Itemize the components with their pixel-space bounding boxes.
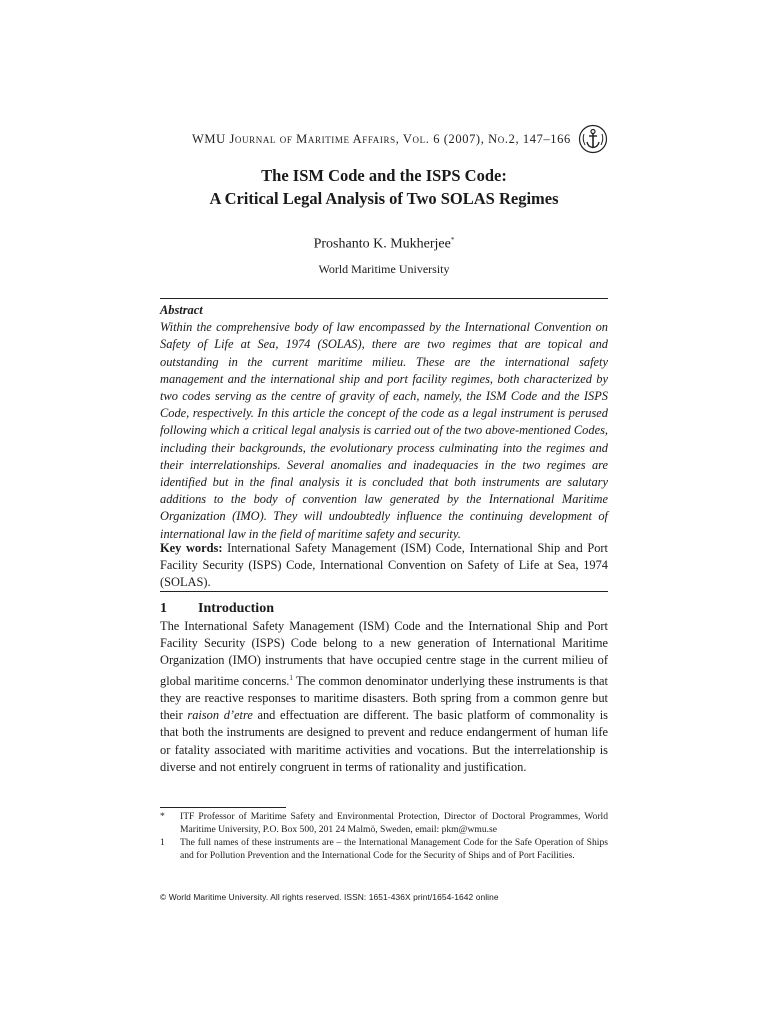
- footnote-ref-1[interactable]: 1: [289, 673, 293, 682]
- intro-text-2: The common denominator underlying these instruments is that they are reactive responses to maritime disasters. Both spring from a common genre but their: [160, 673, 608, 723]
- footnotes: [160, 810, 608, 862]
- footnote: [160, 810, 608, 836]
- title-line-2: A Critical Legal Analysis of Two SOLAS Regimes: [209, 189, 559, 208]
- running-head: WMU Journal of Maritime Affairs, Vol. 6 (2007), No.2, 147–166: [192, 132, 571, 146]
- keywords: [160, 540, 608, 592]
- wmu-anchor-seal-icon: [578, 124, 608, 154]
- abstract: [160, 302, 608, 543]
- author-name: [160, 236, 608, 253]
- intro-text-1: The International Safety Management (ISM) Code and the International Ship and Port Facility Security (ISPS) Code belong to a new generation of International Maritime Organization (IMO) instruments that have occupied centre stage in the current milieu of global maritime concerns.: [160, 619, 608, 688]
- copyright-notice: © World Maritime University. All rights reserved. ISSN: 1651-436X print/1654-1642 online: [160, 892, 499, 902]
- footnote-separator: [160, 807, 286, 808]
- abstract-heading: Abstract: [160, 303, 203, 317]
- author-affiliation: World Maritime University: [318, 262, 450, 276]
- intro-text-3: and effectuation are different. The basic platform of commonality is that both the instruments are designed to prevent and reduce endangerment of human life or fatality associated with maritime activities and vocations. But the interrelationship is diverse and not entirely congruent in terms of rationality and justification.: [160, 708, 608, 774]
- article-title: [160, 164, 608, 210]
- abstract-text: Within the comprehensive body of law encompassed by the International Convention on Safety of Life at Sea, 1974 (SOLAS), there are two regimes that are topical and outstanding in the current maritime milieu. These are the international safety management and the international ship and port facility regimes, both characterized by two codes serving as the centre of gravity of each, namely, the ISM Code and the ISPS Code, respectively. In this article the concept of the code as a legal instrument is perused following which a critical legal analysis is carried out of the two above-mentioned Codes, including their backgrounds, the evolutionary process culminating into the regimes and their interrelationships. Several anomalies and inadequacies in the two regimes are identified but in the final analysis it is concluded that both instruments are salutary additions to the body of convention law generated by the International Maritime Organization (IMO). They will undoubtedly influence the continuing development of international law in the field of maritime safety and security.: [160, 320, 608, 541]
- author-footnote-mark[interactable]: *: [450, 236, 455, 244]
- footnote-text: ITF Professor of Maritime Safety and Environmental Protection, Director of Doctoral Programmes, World Maritime University, P.O. Box 500, 201 24 Malmö, Sweden, email: pkm@wmu.se: [180, 811, 608, 835]
- author-text: Proshanto K. Mukherjee: [313, 236, 451, 252]
- section-number: 1: [160, 601, 167, 616]
- keywords-label: Key words:: [160, 541, 223, 555]
- section-title: Introduction: [198, 601, 274, 616]
- intro-italic-term: raison d’etre: [187, 708, 253, 723]
- footnote-mark: *: [160, 811, 165, 822]
- abstract-top-rule: [160, 298, 608, 299]
- introduction-paragraph: [160, 618, 608, 776]
- keywords-bottom-rule: [160, 591, 608, 592]
- title-line-1: The ISM Code and the ISPS Code:: [261, 166, 507, 185]
- footnote: [160, 836, 608, 862]
- keywords-text: International Safety Management (ISM) Code, International Ship and Port Facility Security (ISPS) Code, International Convention on Safety of Life at Sea, 1974 (SOLAS).: [160, 541, 608, 590]
- footnote-text: The full names of these instruments are – the International Management Code for the Safe Operation of Ships and for Pollution Prevention and the International Code for the Security of Ships and of Port Facilities.: [180, 837, 608, 861]
- section-heading: [160, 601, 608, 617]
- footnote-mark: 1: [160, 837, 165, 848]
